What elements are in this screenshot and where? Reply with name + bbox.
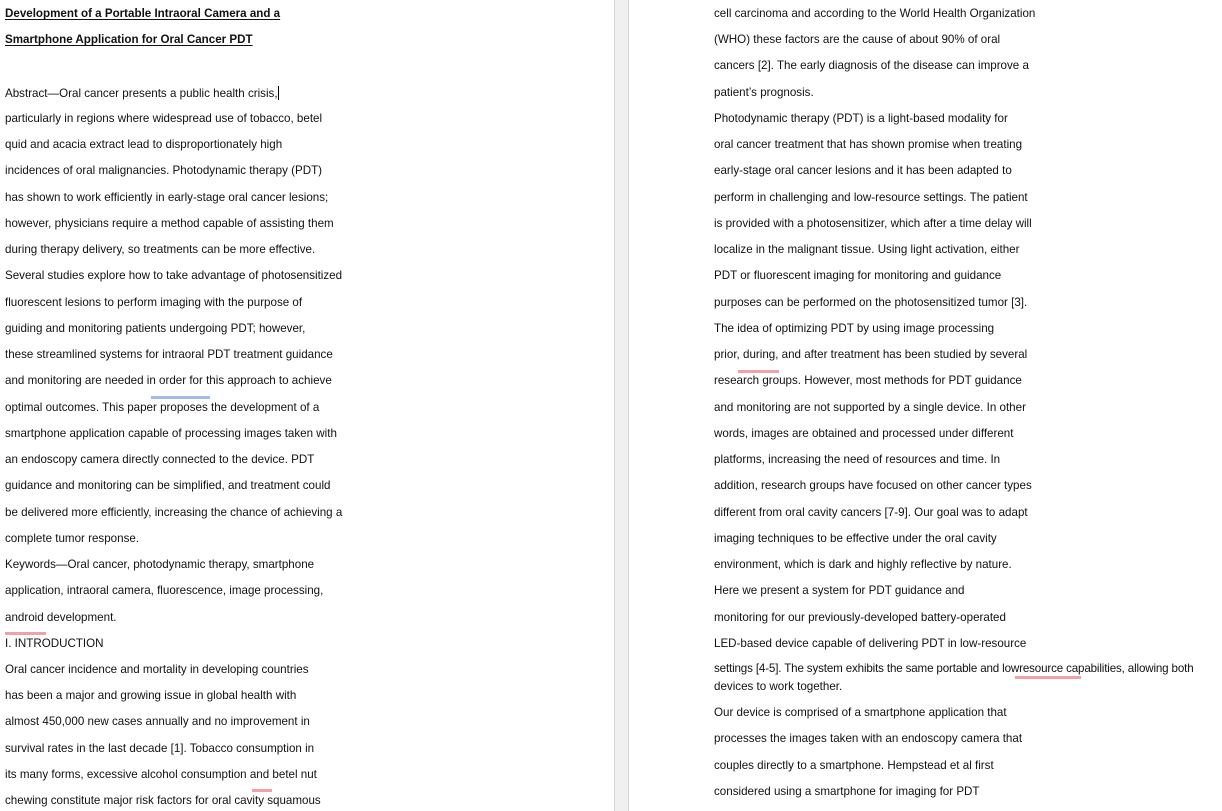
text-line[interactable]: guidance and monitoring can be simplified, and treatment could [5, 479, 331, 492]
text-line[interactable]: Here we present a system for PDT guidance and [714, 584, 965, 597]
text-line[interactable]: words, images are obtained and processed under different [714, 427, 1014, 440]
grammar-mark[interactable] [151, 396, 210, 399]
text-line[interactable]: Photodynamic therapy (PDT) is a light-based modality for [714, 112, 1008, 125]
text-line[interactable]: these streamlined systems for intraoral PDT treatment guidance [5, 348, 333, 361]
text-line[interactable]: has shown to work efficiently in early-stage oral cancer lesions; [5, 191, 329, 204]
text-line[interactable]: chewing constitute major risk factors for oral cavity squamous [5, 794, 321, 807]
text-line[interactable]: its many forms, excessive alcohol consumption and betel nut [5, 768, 317, 781]
text-line[interactable]: incidences of oral malignancies. Photodynamic therapy (PDT) [5, 164, 323, 177]
text-line[interactable]: application, intraoral camera, fluorescence, image processing, [5, 584, 324, 597]
text-line[interactable] [5, 86, 279, 101]
text-line[interactable]: android development. [5, 611, 117, 624]
text-line[interactable]: is provided with a photosensitizer, which after a time delay will [714, 217, 1032, 230]
text-line[interactable]: complete tumor response. [5, 532, 140, 545]
text-line[interactable]: particularly in regions where widespread use of tobacco, betel [5, 112, 323, 125]
text-line[interactable]: and monitoring are needed in order for this approach to achieve [5, 374, 332, 387]
text-line[interactable]: survival rates in the last decade [1]. Tobacco consumption in [5, 742, 315, 755]
text-line[interactable]: environment, which is dark and highly reflective by nature. [714, 558, 1012, 571]
text-line[interactable]: an endoscopy camera directly connected to the device. PDT [5, 453, 315, 466]
text-line[interactable]: (WHO) these factors are the cause of about 90% of oral [714, 33, 1001, 46]
page-gutter [614, 0, 629, 811]
text-line[interactable]: guiding and monitoring patients undergoing PDT; however, [5, 322, 306, 335]
spelling-mark[interactable] [252, 789, 272, 792]
text-line[interactable]: cancers [2]. The early diagnosis of the disease can improve a [714, 59, 1029, 72]
text-line[interactable]: patient’s prognosis. [714, 86, 814, 99]
text-line[interactable]: prior, during, and after treatment has been studied by several [714, 348, 1028, 361]
text-line[interactable]: quid and acacia extract lead to disproportionately high [5, 138, 283, 151]
text-line[interactable]: PDT or fluorescent imaging for monitoring and guidance [714, 269, 1002, 282]
text-line[interactable]: localize in the malignant tissue. Using light activation, either [714, 243, 1020, 256]
spelling-mark[interactable] [1015, 676, 1081, 679]
text-line[interactable]: monitoring for our previously-developed battery-operated [714, 611, 1006, 624]
text-line[interactable]: almost 450,000 new cases annually and no improvement in [5, 715, 310, 728]
text-line[interactable]: perform in challenging and low-resource settings. The patient [714, 191, 1028, 204]
section-heading[interactable]: I. INTRODUCTION [5, 637, 104, 650]
text-line[interactable]: Oral cancer incidence and mortality in developing countries [5, 663, 309, 676]
text-line[interactable]: LED-based device capable of delivering PDT in low-resource [714, 637, 1027, 650]
text-line[interactable]: The idea of optimizing PDT by using image processing [714, 322, 995, 335]
document-page-right[interactable] [629, 0, 1222, 811]
text-line[interactable]: has been a major and growing issue in global health with [5, 689, 297, 702]
text-line[interactable]: considered using a smartphone for imaging for PDT [714, 785, 980, 798]
text-line[interactable]: fluorescent lesions to perform imaging with the purpose of [5, 296, 303, 309]
text-line[interactable]: addition, research groups have focused on other cancer types [714, 479, 1032, 492]
text-line[interactable]: research groups. However, most methods for PDT guidance [714, 374, 1022, 387]
text-line[interactable]: during therapy delivery, so treatments can be more effective. [5, 243, 316, 256]
text-line[interactable]: and monitoring are not supported by a single device. In other [714, 401, 1026, 414]
spelling-mark[interactable] [738, 370, 779, 373]
keywords-line[interactable]: Keywords—Oral cancer, photodynamic therapy, smartphone [5, 558, 315, 571]
text-line[interactable]: processes the images taken with an endoscopy camera that [714, 732, 1023, 745]
text-line[interactable]: purposes can be performed on the photosensitized tumor [3]. [714, 296, 1028, 309]
abstract-text[interactable]: Abstract—Oral cancer presents a public health crisis, [5, 87, 278, 100]
paper-title-line-1[interactable]: Development of a Portable Intraoral Camera and a [5, 7, 281, 20]
text-line[interactable]: smartphone application capable of processing images taken with [5, 427, 337, 440]
text-line[interactable]: cell carcinoma and according to the World Health Organization [714, 7, 1036, 20]
text-line[interactable]: however, physicians require a method capable of assisting them [5, 217, 334, 230]
text-line[interactable]: platforms, increasing the need of resources and time. In [714, 453, 1001, 466]
text-line[interactable]: early-stage oral cancer lesions and it has been adapted to [714, 164, 1012, 177]
text-line[interactable]: couples directly to a smartphone. Hempstead et al first [714, 759, 994, 772]
spelling-mark[interactable] [5, 632, 46, 635]
text-line[interactable]: be delivered more efficiently, increasing the chance of achieving a [5, 506, 343, 519]
text-line[interactable]: different from oral cavity cancers [7-9]. Our goal was to adapt [714, 506, 1028, 519]
text-line[interactable]: devices to work together. [714, 680, 843, 693]
text-line[interactable]: Our device is comprised of a smartphone application that [714, 706, 1007, 719]
text-line[interactable]: oral cancer treatment that has shown promise when treating [714, 138, 1023, 151]
text-line[interactable]: Several studies explore how to take advantage of photosensitized [5, 269, 343, 282]
text-cursor [278, 86, 279, 100]
text-line[interactable]: imaging techniques to be effective under the oral cavity [714, 532, 997, 545]
text-line[interactable]: optimal outcomes. This paper proposes the development of a [5, 401, 320, 414]
text-line[interactable]: settings [4-5]. The system exhibits the same portable and lowresource capabilities, allowing both [714, 662, 1194, 675]
paper-title-line-2[interactable]: Smartphone Application for Oral Cancer PDT [5, 33, 253, 46]
